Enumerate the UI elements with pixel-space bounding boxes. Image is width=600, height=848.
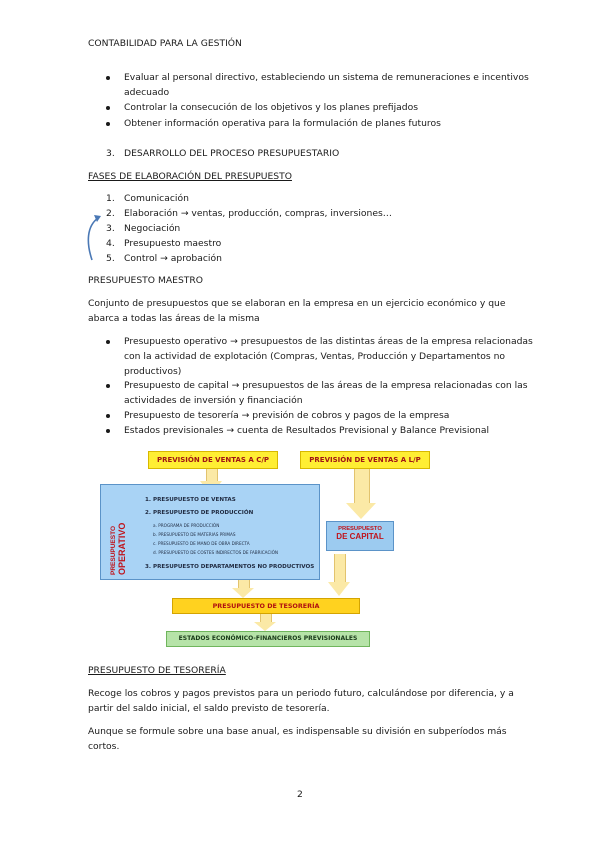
bullet-text: Presupuesto operativo → presupuestos de las distintas áreas de la empresa relacionadas [124,336,533,347]
bullet-text-cont: adecuado [124,87,170,98]
down-arrow-icon [232,588,254,598]
op-subitem: a. PROGRAMA DE PRODUCCIÓN [153,523,220,528]
list-number: 4. [106,238,115,249]
op-item: 1. PRESUPUESTO DE VENTAS [145,497,236,503]
section-number: 3. [106,148,115,159]
list-number: 1. [106,193,115,204]
estados-box: ESTADOS ECONÓMICO-FINANCIEROS PREVISIONALES [166,631,370,647]
capital-label-2: DE CAPITAL [336,532,384,541]
paragraph-line: Aunque se formule sobre una base anual, es indispensable su división en subperíodos más [88,726,507,737]
operativo-side-text-2: OPERATIVO [117,522,127,575]
paragraph-line: cortos. [88,741,120,752]
operativo-side-label [103,489,129,577]
bullet-text-cont: actividades de inversión y financiación [124,395,303,406]
op-subitem: c. PRESUPUESTO DE MANO DE OBRA DIRECTA [153,541,250,546]
page-number: 2 [297,789,303,800]
list-number: 2. [106,208,115,219]
bullet-dot [106,384,110,388]
down-arrow-icon [254,622,276,631]
list-item: Negociación [124,223,181,234]
bullet-dot [106,106,110,110]
maestro-intro-cont: abarca a todas las áreas de la misma [88,313,260,324]
down-arrow-shaft [206,469,218,481]
bullet-text: Presupuesto de capital → presupuestos de las áreas de la empresa relacionadas con las [124,380,528,391]
list-item: Presupuesto maestro [124,238,222,249]
op-subitem: b. PRESUPUESTO DE MATERIAS PRIMAS [153,532,236,537]
paragraph-line: partir del saldo inicial, el saldo previsto de tesorería. [88,703,330,714]
down-arrow-shaft [260,614,272,622]
ventas-lp-box: PREVISIÓN DE VENTAS A L/P [300,451,430,469]
bullet-text: Obtener información operativa para la formulación de planes futuros [124,118,441,129]
operativo-box [100,484,320,580]
tesoreria-heading: PRESUPUESTO DE TESORERÍA [88,665,226,676]
list-item: Control → aprobación [124,253,222,264]
bullet-dot [106,76,110,80]
running-header: CONTABILIDAD PARA LA GESTIÓN [88,38,242,49]
bullet-text: Estados previsionales → cuenta de Resultados Previsional y Balance Previsional [124,425,490,436]
bullet-text: Controlar la consecución de los objetivos y los planes prefijados [124,102,418,113]
capital-box [326,521,394,551]
loop-arrow-icon [82,212,104,262]
op-item: 2. PRESUPUESTO DE PRODUCCIÓN [145,510,254,516]
list-item: Elaboración → ventas, producción, compras, inversiones… [124,208,392,219]
bullet-dot [106,429,110,433]
ventas-cp-box: PREVISIÓN DE VENTAS A C/P [148,451,278,469]
down-arrow-shaft [334,554,346,582]
bullet-dot [106,122,110,126]
maestro-heading: PRESUPUESTO MAESTRO [88,275,204,286]
section-title: DESARROLLO DEL PROCESO PRESUPUESTARIO [124,148,340,159]
bullet-text: Presupuesto de tesorería → previsión de cobros y pagos de la empresa [124,410,450,421]
down-arrow-icon [346,503,376,519]
tesoreria-box: PRESUPUESTO DE TESORERÍA [172,598,360,614]
list-number: 3. [106,223,115,234]
bullet-text: Evaluar al personal directivo, estableciendo un sistema de remuneraciones e incentivos [124,72,529,83]
down-arrow-shaft [238,580,250,588]
maestro-intro: Conjunto de presupuestos que se elaboran en la empresa en un ejercicio económico y que [88,298,506,309]
presupuesto-diagram [88,444,513,652]
fases-heading: FASES DE ELABORACIÓN DEL PRESUPUESTO [88,171,292,182]
capital-label-1: PRESUPUESTO [338,526,382,532]
list-item: Comunicación [124,193,189,204]
list-number: 5. [106,253,115,264]
op-subitem: d. PRESUPUESTO DE COSTES INDIRECTOS DE FABRICACIÓN [153,550,279,555]
bullet-dot [106,340,110,344]
operativo-side-text-1: PRESUPUESTO [110,525,117,575]
bullet-text-cont: con la actividad de explotación (Compras, Ventas, Producción y Departamentos no [124,351,506,362]
down-arrow-icon [328,582,350,596]
op-item: 3. PRESUPUESTO DEPARTAMENTOS NO PRODUCTIVOS [145,564,315,570]
paragraph-line: Recoge los cobros y pagos previstos para un periodo futuro, calculándose por diferencia, y a [88,688,514,699]
down-arrow-shaft [354,469,370,503]
bullet-text-cont: productivos) [124,366,182,377]
bullet-dot [106,414,110,418]
